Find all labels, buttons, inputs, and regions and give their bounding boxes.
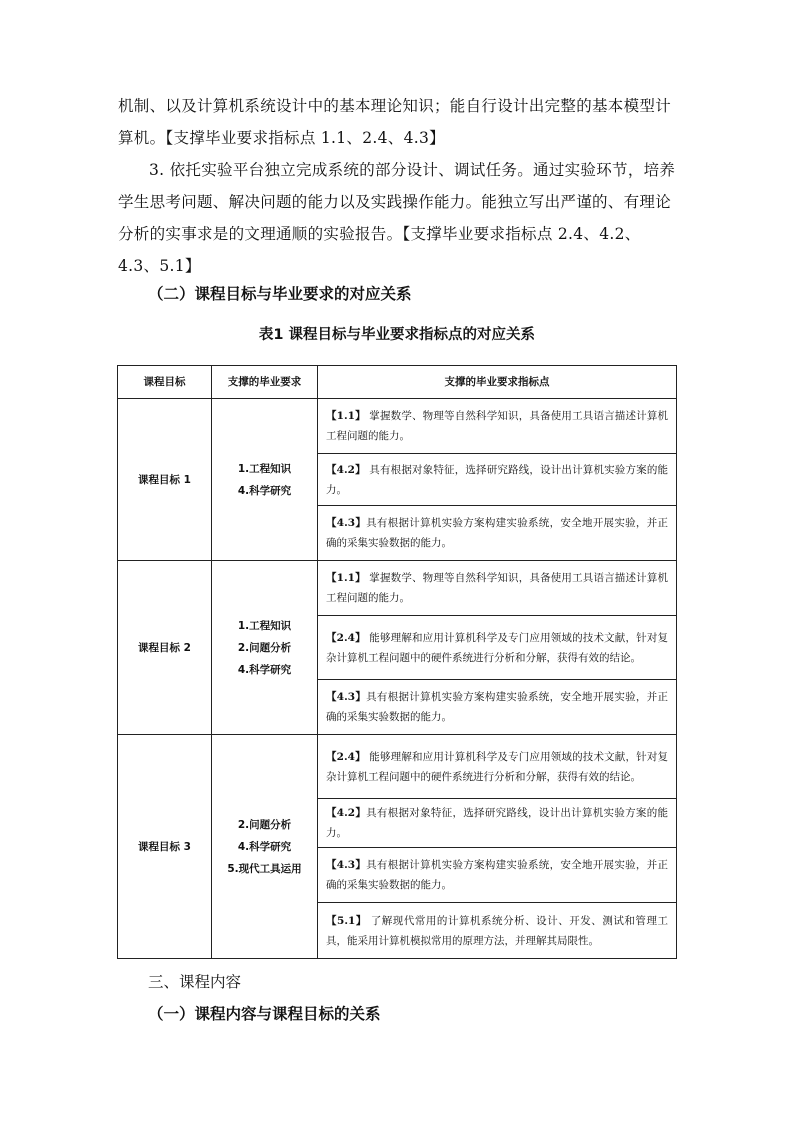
header-indicator: 支撑的毕业要求指标点 — [318, 366, 677, 399]
table-caption: 表1 课程目标与毕业要求指标点的对应关系 — [258, 327, 536, 343]
requirements-cell — [212, 561, 318, 735]
requirement-item: 4.科学研究 — [237, 663, 292, 676]
indicator-cell — [318, 680, 677, 735]
indicator-cell — [318, 506, 677, 561]
requirement-item: 1.工程知识 — [237, 462, 292, 475]
goal-cell: 课程目标 1 — [118, 399, 212, 561]
indicator-cell — [318, 903, 677, 959]
indicator-code: 【4.2】 — [326, 807, 367, 819]
indicator-code: 【4.3】 — [326, 691, 367, 703]
subsection-heading: （一）课程内容与课程目标的关系 — [148, 1005, 381, 1023]
indicator-text: 具有根据计算机实验方案构建实验系统，安全地开展实验，并正确的采集实验数据的能力。 — [326, 859, 668, 891]
indicator-cell — [318, 454, 677, 506]
indicator-code: 【5.1】 — [326, 914, 367, 927]
indicator-code: 【2.4】 — [326, 631, 366, 644]
indicator-code: 【1.1】 — [326, 572, 366, 584]
indicator-text: 掌握数学、物理等自然科学知识，具备使用工具语言描述计算机工程问题的能力。 — [326, 410, 668, 442]
indicator-cell — [318, 735, 677, 799]
indicator-cell — [318, 561, 677, 616]
indicator-cell — [318, 848, 677, 903]
indicator-code: 【1.1】 — [326, 410, 366, 422]
indicator-text: 具有根据计算机实验方案构建实验系统，安全地开展实验，并正确的采集实验数据的能力。 — [326, 517, 668, 549]
indicator-cell — [318, 399, 677, 454]
indicator-text: 具有根据对象特征，选择研究路线，设计出计算机实验方案的能力。 — [326, 807, 668, 839]
section-heading-mapping: （二）课程目标与毕业要求的对应关系 — [148, 285, 412, 303]
indicator-cell — [318, 799, 677, 848]
goal-cell: 课程目标 3 — [118, 735, 212, 959]
header-requirement: 支撑的毕业要求 — [212, 366, 318, 399]
requirements-cell — [212, 735, 318, 959]
requirements-cell — [212, 399, 318, 561]
indicator-text: 能够理解和应用计算机科学及专门应用领域的技术文献，针对复杂计算机工程问题中的硬件系统进行分析和分解，获得有效的结论。 — [326, 750, 668, 783]
table-row — [118, 735, 677, 799]
indicator-text: 掌握数学、物理等自然科学知识，具备使用工具语言描述计算机工程问题的能力。 — [326, 572, 668, 604]
requirement-item: 4.科学研究 — [237, 484, 292, 497]
indicator-text: 能够理解和应用计算机科学及专门应用领域的技术文献，针对复杂计算机工程问题中的硬件系统进行分析和分解，获得有效的结论。 — [326, 631, 668, 664]
requirement-item: 5.现代工具运用 — [227, 862, 302, 875]
section-heading-content: 三、课程内容 — [148, 973, 242, 991]
indicator-text: 了解现代常用的计算机系统分析、设计、开发、测试和管理工具，能采用计算机模拟常用的原理方法，并理解其局限性。 — [326, 914, 668, 947]
table-header-row — [118, 366, 677, 399]
indicator-code: 【4.3】 — [326, 517, 367, 529]
requirement-item: 4.科学研究 — [237, 840, 292, 853]
indicator-code: 【4.3】 — [326, 859, 367, 871]
paragraph-objective-3: 3. 依托实验平台独立完成系统的部分设计、调试任务。通过实验环节，培养学生思考问题、解决问题的能力以及实践操作能力。能独立写出严谨的、有理论分析的实事求是的文理通顺的实验报告。【支撑毕业要求指标点 2.4、4.2、4.3、5.1】 — [118, 161, 676, 275]
indicator-code: 【4.2】 — [326, 463, 366, 476]
indicator-cell — [318, 616, 677, 680]
indicator-text: 具有根据对象特征，选择研究路线，设计出计算机实验方案的能力。 — [326, 463, 668, 496]
header-goal: 课程目标 — [118, 366, 212, 399]
goal-cell: 课程目标 2 — [118, 561, 212, 735]
requirement-item: 1.工程知识 — [237, 619, 292, 632]
requirement-item: 2.问题分析 — [237, 641, 292, 654]
mapping-table — [117, 365, 677, 959]
paragraph-continuation: 机制、以及计算机系统设计中的基本理论知识；能自行设计出完整的基本模型计算机。【支撑毕业要求指标点 1.1、2.4、4.3】 — [118, 97, 672, 147]
requirement-item: 2.问题分析 — [237, 818, 292, 831]
table-row — [118, 399, 677, 454]
indicator-code: 【2.4】 — [326, 750, 366, 763]
table-row — [118, 561, 677, 616]
indicator-text: 具有根据计算机实验方案构建实验系统，安全地开展实验，并正确的采集实验数据的能力。 — [326, 691, 668, 723]
